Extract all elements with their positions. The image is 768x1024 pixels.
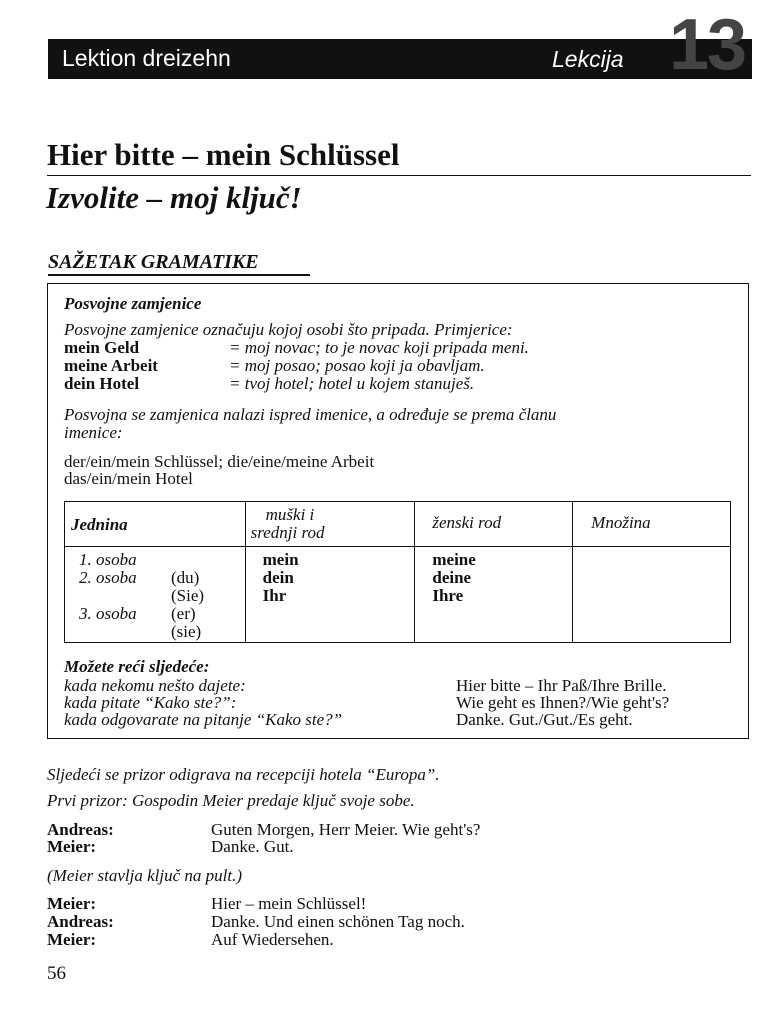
header-fem: ženski rod [432,513,502,532]
masc-form: dein [262,568,294,587]
person-label: 3. osoba [79,604,137,623]
phrase-german: Hier bitte – Ihr Paß/Ihre Brille. [456,676,667,695]
masc-cell [245,547,415,643]
section-heading: SAŽETAK GRAMATIKE [48,251,259,273]
phrase-situation: kada pitate “Kako ste?”: [64,693,237,712]
pronoun-table [64,501,731,643]
header-masc-line1: muški i [265,505,315,524]
phrase-situation: kada nekomu nešto dajete: [64,676,246,695]
plural-cell [573,547,731,643]
person-label: 2. osoba [79,568,137,587]
header-cell [245,502,415,547]
pronoun-label: (sie) [171,622,202,641]
person-label: 1. osoba [79,550,137,569]
header-cell [415,502,573,547]
lesson-number: 13 [668,5,746,85]
header-cell [65,502,246,547]
phrase-situation: kada odgovarate na pitanje “Kako ste?” [64,710,343,729]
dialogue-line: Hier – mein Schlüssel! [211,894,367,913]
position-note: Posvojna se zamjenica nalazi ispred imenice, a određuje se prema članu [64,405,557,424]
person-cell [65,547,246,643]
phrases-heading: Možete reći sljedeće: [64,657,210,676]
header-cell [573,502,731,547]
page-title-german: Hier bitte – mein Schlüssel [47,137,400,172]
fem-form: Ihre [432,586,464,605]
page-number: 56 [47,963,66,984]
fem-form: deine [432,568,472,587]
masc-form: Ihr [262,586,287,605]
page-title-croatian: Izvolite – moj ključ! [46,180,302,215]
header-masc-line2: srednji rod [250,523,325,542]
dialogue-speaker: Andreas: [47,912,114,931]
scene-description: Sljedeći se prizor odigrava na recepciji hotela “Europa”. [47,765,440,784]
stage-direction: (Meier stavlja ključ na pult.) [47,866,242,885]
grammar-subheading: Posvojne zamjenice [64,294,202,313]
dialogue-line: Danke. Und einen schönen Tag noch. [211,912,465,931]
dialogue-line: Auf Wiedersehen. [211,930,334,949]
example-term: mein Geld [64,338,140,357]
position-note-cont: imenice: [64,423,123,442]
dialogue-speaker: Meier: [47,894,97,913]
scene-description: Prvi prizor: Gospodin Meier predaje ključ svoje sobe. [47,791,415,810]
dialogue-speaker: Meier: [47,930,97,949]
example-term: meine Arbeit [64,356,158,375]
dialogue-line: Danke. Gut. [211,837,294,856]
grammar-intro: Posvojne zamjenice označuju kojoj osobi što pripada. Primjerice: [64,320,513,339]
article-examples: der/ein/mein Schlüssel; die/eine/meine Arbeit [64,452,375,471]
pronoun-label: (Sie) [171,586,205,605]
example-meaning: = tvoj hotel; hotel u kojem stanuješ. [229,374,475,393]
phrase-german: Wie geht es Ihnen?/Wie geht's? [456,693,670,712]
banner-lesson-title-hr: Lekcija [552,46,624,72]
fem-form: meine [432,550,476,569]
title-divider [47,175,751,176]
pronoun-label: (du) [171,568,200,587]
article-examples-cont: das/ein/mein Hotel [64,469,193,488]
phrase-german: Danke. Gut./Gut./Es geht. [456,710,633,729]
dialogue-line: Guten Morgen, Herr Meier. Wie geht's? [211,820,481,839]
banner-lesson-title-de: Lektion dreizehn [62,45,231,71]
masc-form: mein [262,550,299,569]
dialogue-speaker: Meier: [47,837,97,856]
example-term: dein Hotel [64,374,140,393]
example-meaning: = moj novac; to je novac koji pripada meni. [229,338,529,357]
header-singular: Jednina [71,515,128,534]
section-underline [48,274,310,276]
fem-cell [415,547,573,643]
example-meaning: = moj posao; posao koji ja obavljam. [229,356,485,375]
header-plural: Množina [591,513,651,532]
dialogue-speaker: Andreas: [47,820,114,839]
pronoun-label: (er) [171,604,196,623]
